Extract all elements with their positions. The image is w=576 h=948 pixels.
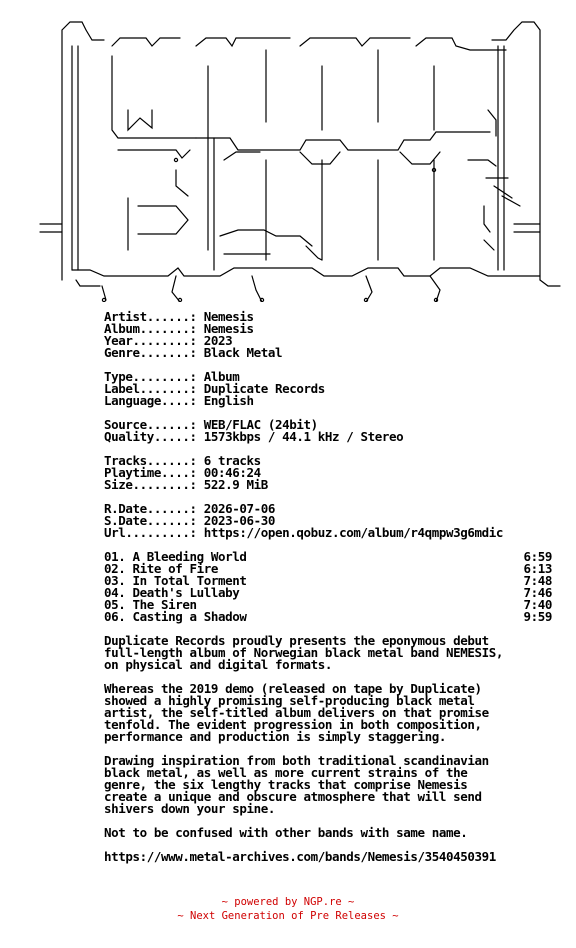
info-label: Genre.......: xyxy=(104,345,197,360)
footer xyxy=(0,895,576,923)
info-label: S.Date......: xyxy=(104,513,197,528)
track-list xyxy=(104,551,552,623)
track-time: 7:48 xyxy=(523,573,552,588)
track-number: 04. xyxy=(104,585,126,600)
info-value: 2026-07-06 xyxy=(203,501,276,516)
track-title: Rite of Fire xyxy=(132,561,219,576)
metal-archives-link[interactable]: https://www.metal-archives.com/bands/Nemesis/3540450391 xyxy=(104,849,496,864)
info-value: Duplicate Records xyxy=(203,381,325,396)
info-url-link[interactable]: https://open.qobuz.com/album/r4qmpw3g6mdic xyxy=(203,525,504,540)
info-label: Tracks......: xyxy=(104,453,197,468)
info-language xyxy=(104,395,552,407)
info-label: Artist......: xyxy=(104,309,197,324)
info-value: Black Metal xyxy=(203,345,283,360)
info-label: Year........: xyxy=(104,333,197,348)
info-label: Source......: xyxy=(104,417,197,432)
track-number: 05. xyxy=(104,597,126,612)
info-value: Album xyxy=(203,369,240,384)
info-label: Size........: xyxy=(104,477,197,492)
track-row xyxy=(104,611,552,623)
info-quality xyxy=(104,431,552,443)
description-paragraph: Drawing inspiration from both traditional scandinavian black metal, as well as more current strains of the genre, the six lengthy tracks that comprise Nemesis create a unique and obscure atmosphere that will send shivers down your spine. xyxy=(104,753,489,816)
info-value: 6 tracks xyxy=(203,453,261,468)
info-value: Nemesis xyxy=(203,309,254,324)
footer-powered-by[interactable]: ~ powered by NGP.re ~ xyxy=(221,896,355,908)
info-value: English xyxy=(203,393,254,408)
info-value: WEB/FLAC (24bit) xyxy=(203,417,318,432)
info-label: Language....: xyxy=(104,393,197,408)
info-url xyxy=(104,527,552,539)
track-time: 6:13 xyxy=(523,561,552,576)
info-value: 1573kbps / 44.1 kHz / Stereo xyxy=(203,429,404,444)
info-value: 2023 xyxy=(203,333,233,348)
info-label: Playtime....: xyxy=(104,465,197,480)
track-title: The Siren xyxy=(132,597,197,612)
description-note: Not to be confused with other bands with same name. xyxy=(104,825,468,840)
description-paragraph: Duplicate Records proudly presents the eponymous debut full-length album of Norwegian black metal band NEMESIS, on physical and digital formats. xyxy=(104,633,504,672)
info-label: R.Date......: xyxy=(104,501,197,516)
track-time: 7:40 xyxy=(523,597,552,612)
info-genre xyxy=(104,347,552,359)
info-value: Nemesis xyxy=(203,321,254,336)
track-title: In Total Torment xyxy=(132,573,247,588)
info-value: 2023-06-30 xyxy=(203,513,276,528)
track-title: A Bleeding World xyxy=(132,549,247,564)
info-value: 00:46:24 xyxy=(203,465,261,480)
info-label: Url.........: xyxy=(104,525,197,540)
track-time: 9:59 xyxy=(523,609,552,624)
description-paragraph: Whereas the 2019 demo (released on tape by Duplicate) showed a highly promising self-producing black metal artist, the self-titled album delivers on that promise tenfold. The evident progression in both composition, performance and production is simply staggering. xyxy=(104,681,489,744)
track-time: 6:59 xyxy=(523,549,552,564)
info-label: Album.......: xyxy=(104,321,197,336)
nfo-text xyxy=(104,311,552,863)
track-number: 02. xyxy=(104,561,126,576)
track-number: 01. xyxy=(104,549,126,564)
track-time: 7:46 xyxy=(523,585,552,600)
track-number: 06. xyxy=(104,609,126,624)
track-number: 03. xyxy=(104,573,126,588)
info-label: Type........: xyxy=(104,369,197,384)
info-label: Label.......: xyxy=(104,381,197,396)
info-label: Quality.....: xyxy=(104,429,197,444)
ascii-art-logo xyxy=(0,10,576,302)
footer-tagline: ~ Next Generation of Pre Releases ~ xyxy=(177,910,399,922)
track-title: Casting a Shadow xyxy=(132,609,247,624)
info-value: 522.9 MiB xyxy=(203,477,268,492)
track-title: Death's Lullaby xyxy=(132,585,240,600)
info-size xyxy=(104,479,552,491)
